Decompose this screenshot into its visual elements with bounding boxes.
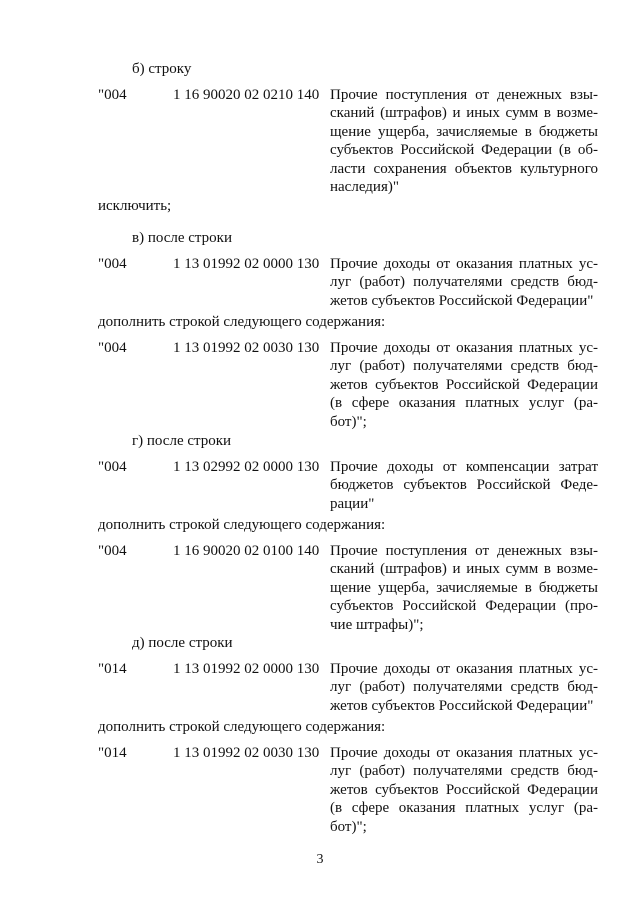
description-line: луг (работ) получателями средств бюд- [330,763,598,780]
instruction-text: дополнить строкой следующего содержания: [98,314,386,330]
description-line: бот)"; [330,818,367,835]
section-label: г) после строки [132,433,232,449]
description-line: чие штрафы)"; [330,616,424,633]
description-line: Прочие доходы от оказания платных ус- [330,340,598,356]
description-line: наследия)" [330,179,399,196]
admin-code: "004 [98,340,127,356]
admin-code: "014 [98,661,127,677]
description-line: (в сфере оказания платных услуг (ра- [330,395,598,412]
revenue-description [330,86,598,196]
description-line: ласти сохранения объектов культурного [330,160,598,177]
page-number: 3 [316,852,324,867]
description-line: Прочие доходы от компенсации затрат [330,459,598,475]
section-label: д) после строки [132,635,233,651]
description-line: Прочие доходы от оказания платных ус- [330,745,598,761]
description-line: бот)"; [330,413,367,430]
budget-classification-code: 1 13 01992 02 0030 130 [173,745,320,761]
budget-classification-code: 1 13 01992 02 0000 130 [173,256,320,272]
admin-code: "004 [98,543,127,559]
description-line: Прочие поступления от денежных взы- [330,87,598,103]
section-label: б) строку [132,61,192,77]
description-line: сканий (штрафов) и иных сумм в возме- [330,105,598,122]
description-line: бюджетов субъектов Российской Феде- [330,477,598,494]
description-line: Прочие доходы от оказания платных ус- [330,661,598,677]
description-line: сканий (штрафов) и иных сумм в возме- [330,561,598,578]
instruction-text: дополнить строкой следующего содержания: [98,719,386,735]
description-line: щение ущерба, зачисляемые в бюджеты [330,579,598,596]
revenue-description [330,660,598,715]
revenue-description [330,255,598,310]
revenue-description [330,339,598,431]
budget-classification-code: 1 16 90020 02 0210 140 [173,87,320,103]
revenue-description [330,744,598,836]
description-line: Прочие доходы от оказания платных ус- [330,256,598,272]
budget-classification-code: 1 16 90020 02 0100 140 [173,543,320,559]
instruction-text: исключить; [98,198,172,214]
description-line: жетов субъектов Российской Федерации" [330,292,594,309]
budget-classification-code: 1 13 02992 02 0000 130 [173,459,320,475]
description-line: луг (работ) получателями средств бюд- [330,274,598,291]
description-line: (в сфере оказания платных услуг (ра- [330,800,598,817]
budget-classification-code: 1 13 01992 02 0030 130 [173,340,320,356]
admin-code: "014 [98,745,127,761]
description-line: щение ущерба, зачисляемые в бюджеты [330,123,598,140]
section-label: в) после строки [132,230,232,246]
revenue-description [330,458,598,513]
description-line: субъектов Российской Федерации (про- [330,598,598,615]
description-line: луг (работ) получателями средств бюд- [330,358,598,375]
description-line: рации" [330,495,375,512]
revenue-description [330,542,598,634]
description-line: жетов субъектов Российской Федерации [330,781,598,798]
budget-classification-code: 1 13 01992 02 0000 130 [173,661,320,677]
admin-code: "004 [98,256,127,272]
description-line: жетов субъектов Российской Федерации [330,376,598,393]
description-line: Прочие поступления от денежных взы- [330,543,598,559]
description-line: жетов субъектов Российской Федерации" [330,697,594,714]
admin-code: "004 [98,459,127,475]
description-line: луг (работ) получателями средств бюд- [330,679,598,696]
instruction-text: дополнить строкой следующего содержания: [98,517,386,533]
admin-code: "004 [98,87,127,103]
description-line: субъектов Российской Федерации (в об- [330,142,598,159]
